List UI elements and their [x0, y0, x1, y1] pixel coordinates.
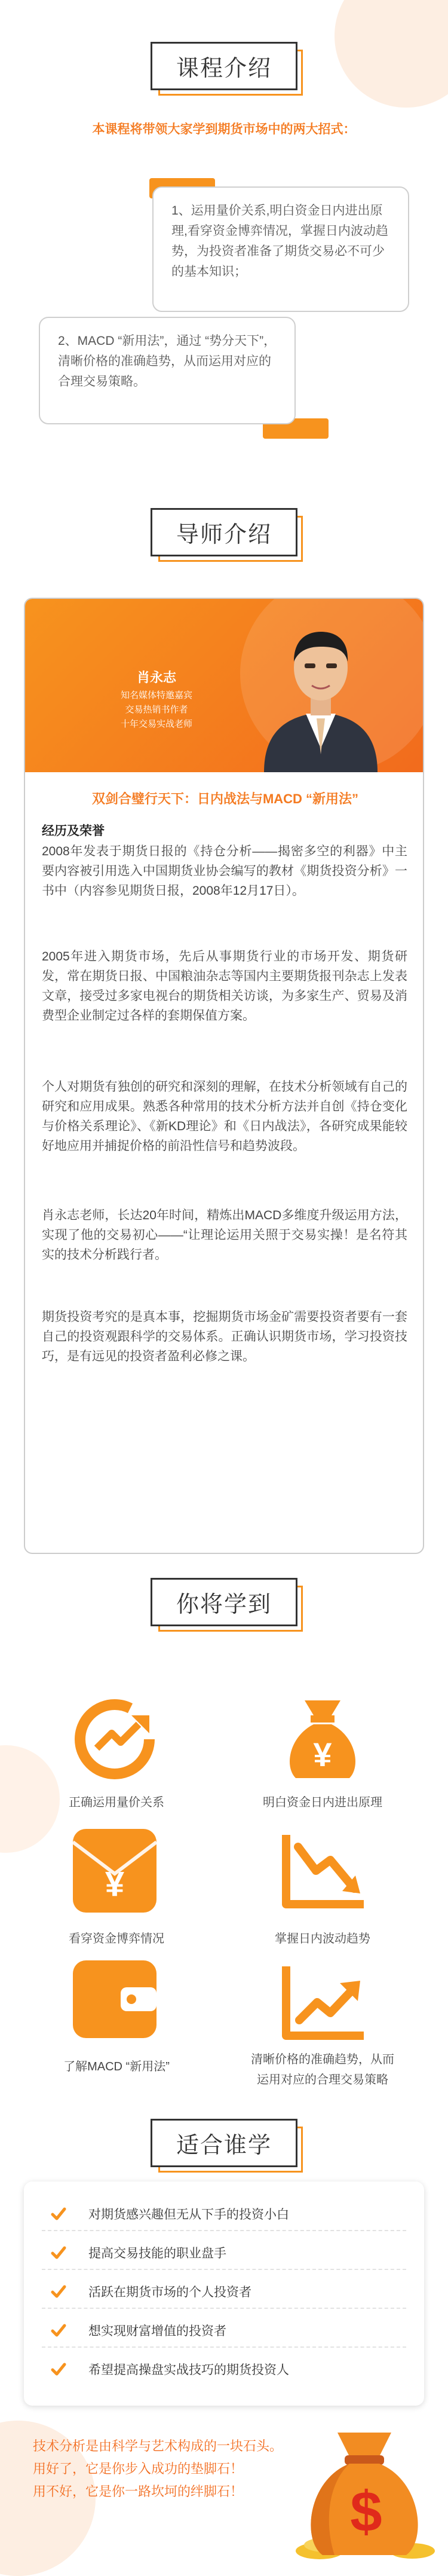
audience-row-1	[42, 2196, 406, 2231]
audience-text-4: 想实现财富增值的投资者	[88, 2324, 226, 2338]
learn-icon-envelope	[73, 1829, 157, 1913]
audience-text-5: 希望提高操盘实战技巧的期货投资人	[88, 2363, 289, 2377]
teacher-role-1: 知名媒体特邀嘉宾	[120, 690, 192, 700]
check-icon	[51, 2361, 66, 2377]
teacher-headline: 双剑合璧行天下：日内战法与MACD “新用法”	[91, 791, 359, 806]
envelope-icon	[73, 1829, 157, 1913]
course-intro-subtitle: 本课程将带领大家学到期货市场中的两大招式：	[92, 123, 356, 136]
audience-row-2	[42, 2235, 406, 2270]
money-bag-illustration-icon	[290, 2409, 439, 2564]
course-point-1	[152, 186, 409, 312]
teacher-photo	[252, 611, 389, 772]
course-intro-title: 课程介绍	[151, 42, 297, 90]
learn-label-6b: 运用对应的合理交易策略	[257, 2073, 388, 2087]
course-point-2-text: 2、MACD “新用法”，通过 “势分天下”，清晰价格的准确趋势，从而运用对应的合理交易策略。	[58, 334, 277, 388]
bag-dollar-symbol: $	[350, 2480, 382, 2544]
check-icon	[51, 2206, 66, 2222]
course-point-2	[39, 317, 296, 424]
wallet-icon	[73, 1960, 157, 2038]
check-icon	[51, 2323, 66, 2338]
closing-line-2: 用好了，它是你步入成功的垫脚石！	[33, 2461, 244, 2476]
course-intro-title-wrap	[0, 42, 448, 90]
teacher-role-3: 十年交易实战老师	[120, 719, 192, 729]
trend-up-icon	[278, 1960, 367, 2044]
audience-row-3	[42, 2274, 406, 2309]
audience-text-3: 活跃在期货市场的个人投资者	[88, 2286, 251, 2299]
audience-row-5	[42, 2352, 406, 2387]
teacher-para-4: 肖永志老师，长达20年时间，精炼出MACD多维度升级运用方法，实现了他的交易初心——“让理论运用关照于交易实操！是名符其实的技术分析践行者。	[42, 1209, 407, 1262]
teacher-para-2: 2005年进入期货市场，先后从事期货行业的市场开发、期货研发，常在期货日报、中国粮油杂志等国内主要期货报刊杂志上发表文章，接受过多家电视台的期货相关访谈，为多家生产、贸易及消费型企业制定过各样的套期保值方案。	[42, 950, 407, 1023]
audience-card	[24, 2182, 424, 2406]
learn-label-4: 掌握日内波动趋势	[275, 1932, 370, 1945]
learn-label-6a: 清晰价格的准确趋势，从而	[251, 2053, 394, 2066]
svg-text:¥: ¥	[105, 1865, 125, 1904]
money-bag-icon	[278, 1682, 367, 1784]
svg-text:¥: ¥	[313, 1736, 332, 1773]
learn-title-wrap	[0, 1578, 448, 1626]
teacher-intro-title-wrap	[0, 508, 448, 556]
growth-arrow-icon	[73, 1691, 162, 1781]
teacher-card	[24, 598, 424, 1554]
audience-title-wrap	[0, 2119, 448, 2167]
teacher-para-5: 期货投资考究的是真本事，挖掘期货市场金矿需要投资者要有一套自己的投资观跟科学的交易体系。正确认识期货市场，学习投资技巧，是有远见的投资者盈利必修之课。	[42, 1310, 407, 1363]
audience-text-1: 对期货感兴趣但无从下手的投资小白	[88, 2208, 289, 2222]
audience-row-4	[42, 2313, 406, 2348]
learn-label-5: 了解MACD “新用法”	[63, 2060, 170, 2073]
learn-label-1: 正确运用量价关系	[69, 1796, 164, 1809]
teacher-para-3: 个人对期货有独创的研究和深刻的理解，在技术分析领域有自己的研究和应用成果。熟悉各种常用的技术分析方法并自创《持仓变化与价格关系理论》、《新KD理论》和《日内战法》，各研究成果能较好地应用并捕捉价格的前沿性信号和趋势波段。	[42, 1080, 407, 1153]
teacher-role-2: 交易热销书作者	[125, 705, 188, 715]
learn-label-3: 看穿资金博弈情况	[69, 1932, 164, 1945]
teacher-banner	[25, 599, 424, 772]
teacher-intro-title: 导师介绍	[151, 508, 297, 556]
audience-text-2: 提高交易技能的职业盘手	[88, 2247, 226, 2260]
learn-icon-growth	[73, 1691, 162, 1781]
learn-icon-wallet	[73, 1960, 157, 2038]
learn-label-2: 明白资金日内进出原理	[263, 1796, 382, 1809]
teacher-para-1: 2008年发表于期货日报的《持仓分析——揭密多空的利器》中主要内容被引用选入中国期货业协会编写的教材《期货投资分析》一书中（内容参见期货日报，2008年12月17日）。	[42, 845, 407, 898]
learn-icon-moneybag	[278, 1682, 367, 1784]
learn-title: 你将学到	[151, 1578, 297, 1626]
learn-icon-trend-down	[278, 1829, 367, 1913]
closing-line-3: 用不好，它是你一路坎坷的绊脚石！	[33, 2484, 244, 2499]
closing-line-1: 技术分析是由科学与艺术构成的一块石头。	[33, 2439, 283, 2453]
trend-down-icon	[278, 1829, 367, 1913]
honors-title: 经历及荣誉	[42, 824, 105, 838]
teacher-name: 肖永志	[136, 670, 176, 685]
audience-title: 适合谁学	[151, 2119, 297, 2167]
course-point-1-text: 1、运用量价关系,明白资金日内进出原理,看穿资金博弈情况，掌握日内波动趋势，为投资者准备了期货交易必不可少的基本知识；	[171, 204, 388, 279]
learn-icon-trend-up	[278, 1960, 367, 2044]
money-bag-illustration	[290, 2409, 439, 2564]
check-icon	[51, 2284, 66, 2299]
check-icon	[51, 2245, 66, 2260]
